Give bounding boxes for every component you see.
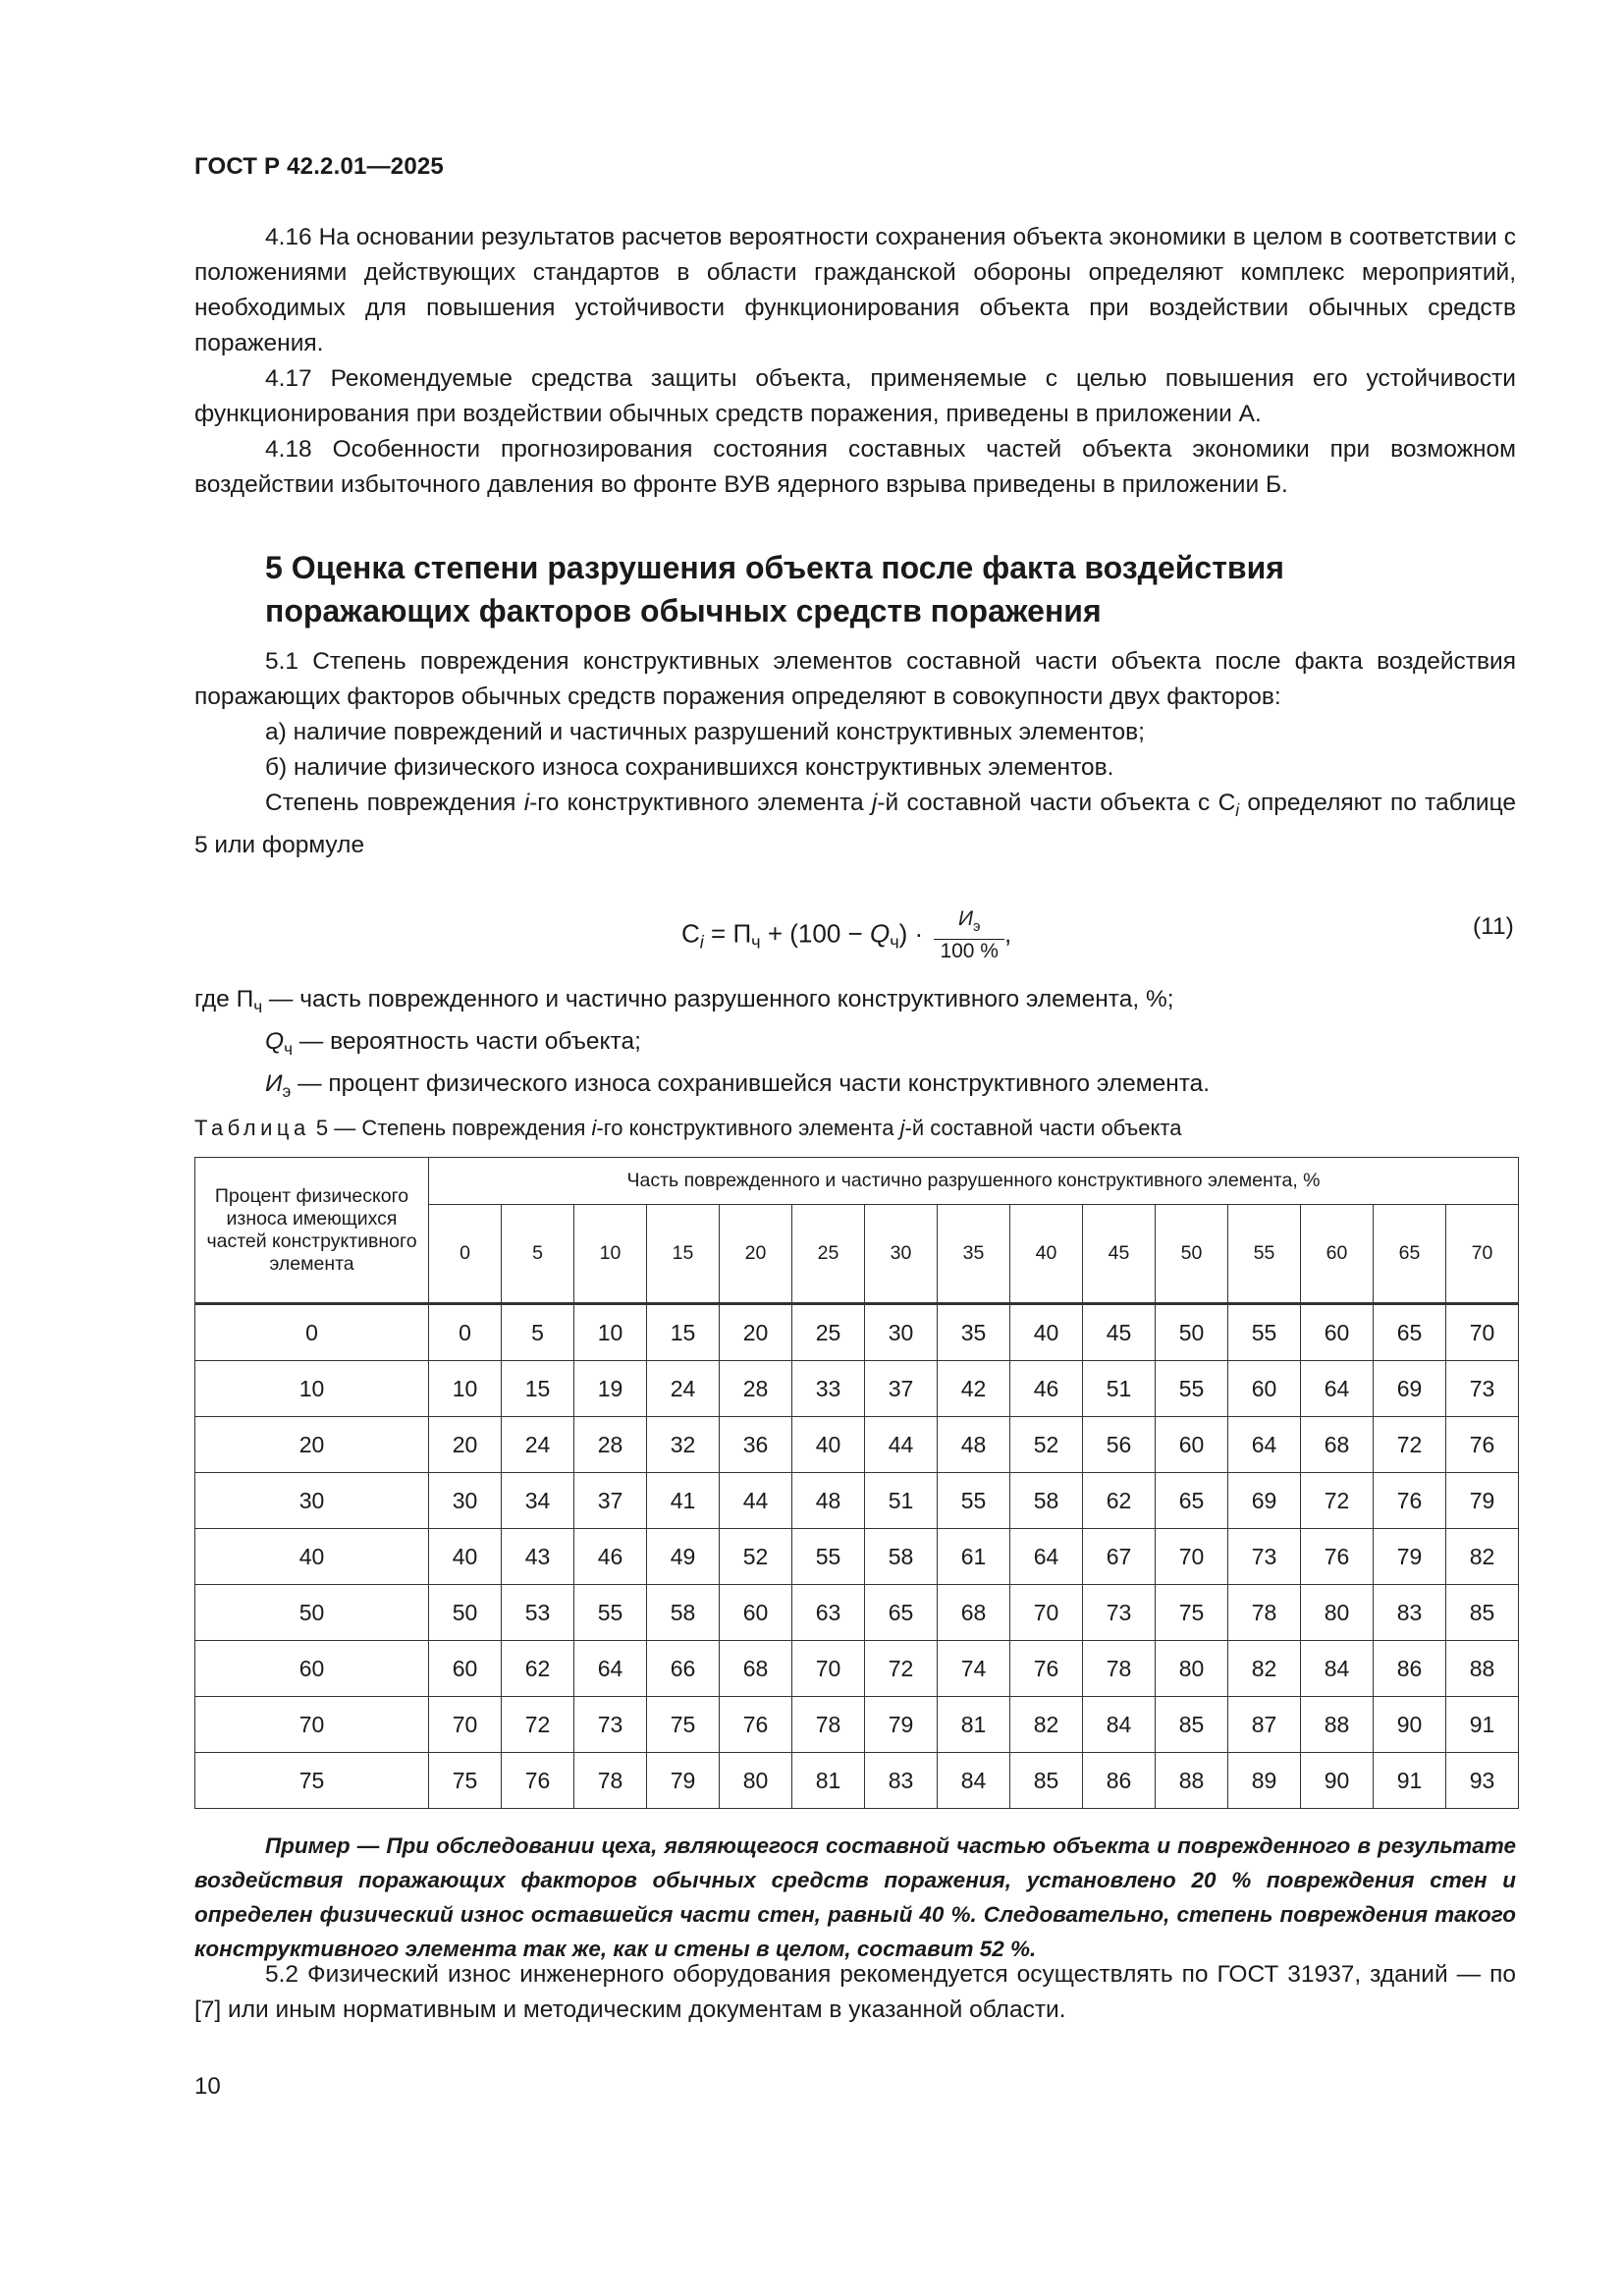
table-cell: 82	[1228, 1641, 1301, 1697]
table-cell: 73	[1446, 1361, 1519, 1417]
degree-text-1: Степень повреждения	[265, 790, 524, 816]
table-cell: 65	[1156, 1473, 1228, 1529]
table-cell: 68	[1301, 1417, 1374, 1473]
table-cell: 24	[647, 1361, 720, 1417]
page-number: 10	[194, 2073, 221, 2100]
legend-line-1	[194, 982, 1210, 1024]
legend-3-symbol: И	[265, 1070, 283, 1097]
table-cell: 64	[574, 1641, 647, 1697]
table-cell: 80	[720, 1753, 792, 1809]
table-cell: 70	[1446, 1304, 1519, 1361]
table-cell: 46	[1010, 1361, 1083, 1417]
table-cell: 74	[938, 1641, 1010, 1697]
table-cell: 50	[1156, 1304, 1228, 1361]
table-cell: 58	[865, 1529, 938, 1585]
table-cell: 83	[1374, 1585, 1446, 1641]
table-column-header: 55	[1228, 1205, 1301, 1304]
table-cell: 93	[1446, 1753, 1519, 1809]
table-cell: 70	[1156, 1529, 1228, 1585]
formula-11	[681, 907, 1011, 970]
table-cell: 51	[865, 1473, 938, 1529]
table-cell: 55	[938, 1473, 1010, 1529]
table-cell: 61	[938, 1529, 1010, 1585]
legend-2-text: — вероятность части объекта;	[293, 1028, 641, 1055]
table-cell: 79	[1374, 1529, 1446, 1585]
formula-num-text: И	[957, 907, 973, 930]
table-row-label: 50	[195, 1585, 429, 1641]
table-cell: 68	[720, 1641, 792, 1697]
table-row	[195, 1585, 1519, 1641]
table-cell: 42	[938, 1361, 1010, 1417]
table-cell: 60	[1301, 1304, 1374, 1361]
table-cell: 10	[574, 1304, 647, 1361]
table-column-header: 40	[1010, 1205, 1083, 1304]
table-cell: 84	[1301, 1641, 1374, 1697]
document-header: ГОСТ Р 42.2.01—2025	[194, 153, 444, 180]
table-cell: 41	[647, 1473, 720, 1529]
table-column-header: 60	[1301, 1205, 1374, 1304]
table-cell: 64	[1301, 1361, 1374, 1417]
table-cell: 83	[865, 1753, 938, 1809]
table-cell: 10	[429, 1361, 502, 1417]
table-cell: 85	[1156, 1697, 1228, 1753]
table-cell: 60	[429, 1641, 502, 1697]
table-cell: 76	[720, 1697, 792, 1753]
table-column-group-header: Часть поврежденного и частично разрушенного конструктивного элемента, %	[429, 1158, 1519, 1205]
table-cell: 64	[1010, 1529, 1083, 1585]
table-cell: 75	[1156, 1585, 1228, 1641]
table-cell: 79	[865, 1697, 938, 1753]
table-column-header: 50	[1156, 1205, 1228, 1304]
table-cell: 86	[1083, 1753, 1156, 1809]
table-cell: 75	[429, 1753, 502, 1809]
paragraph-4-17: 4.17 Рекомендуемые средства защиты объекта, применяемые с целью повышения его устойчивости функционирования при воздействии обычных средств поражения, приведены в приложении А.	[194, 365, 1516, 427]
table-caption-text-2: -го конструктивного элемента	[596, 1116, 900, 1140]
table-cell: 15	[647, 1304, 720, 1361]
table-row-label: 10	[195, 1361, 429, 1417]
section-heading-line-2: поражающих факторов обычных средств поражения	[265, 593, 1102, 629]
table-cell: 46	[574, 1529, 647, 1585]
table-cell: 52	[720, 1529, 792, 1585]
list-item-a: а) наличие повреждений и частичных разрушений конструктивных элементов;	[265, 719, 1145, 745]
table-cell: 72	[1374, 1417, 1446, 1473]
table-cell: 60	[720, 1585, 792, 1641]
table-cell: 84	[938, 1753, 1010, 1809]
table-row	[195, 1753, 1519, 1809]
paragraph-5-1-block	[194, 644, 1516, 863]
degree-paragraph	[194, 786, 1516, 863]
table-column-header: 10	[574, 1205, 647, 1304]
table-cell: 55	[1156, 1361, 1228, 1417]
table-cell: 48	[938, 1417, 1010, 1473]
table-cell: 43	[502, 1529, 574, 1585]
paragraph-4-16: 4.16 На основании результатов расчетов вероятности сохранения объекта экономики в целом в соответствии с положениями действующих стандартов в области гражданской обороны определяют комплекс мероприятий, необходимых для повышения устойчивости функционирования объекта при воздействии обычных средств поражения.	[194, 224, 1516, 356]
table-cell: 88	[1446, 1641, 1519, 1697]
table-column-header: 5	[502, 1205, 574, 1304]
table-row	[195, 1529, 1519, 1585]
table-cell: 90	[1374, 1697, 1446, 1753]
table-cell: 85	[1010, 1753, 1083, 1809]
table-row-label: 0	[195, 1304, 429, 1361]
table-cell: 78	[1228, 1585, 1301, 1641]
table-cell: 48	[792, 1473, 865, 1529]
table-cell: 58	[1010, 1473, 1083, 1529]
table-cell: 67	[1083, 1529, 1156, 1585]
table-row-label: 60	[195, 1641, 429, 1697]
table-cell: 19	[574, 1361, 647, 1417]
table-cell: 79	[647, 1753, 720, 1809]
table-cell: 66	[647, 1641, 720, 1697]
table-cell: 72	[1301, 1473, 1374, 1529]
table-column-header: 20	[720, 1205, 792, 1304]
paragraph-5-2: 5.2 Физический износ инженерного оборудования рекомендуется осуществлять по ГОСТ 31937, зданий — по [7] или иным нормативным и методическим документам в указанной области.	[194, 1961, 1516, 2023]
table-cell: 53	[502, 1585, 574, 1641]
formula-q-sub: ч	[890, 932, 899, 953]
table-cell: 32	[647, 1417, 720, 1473]
table-cell: 76	[502, 1753, 574, 1809]
table-row-label: 30	[195, 1473, 429, 1529]
table-column-header: 15	[647, 1205, 720, 1304]
legend-3-text: — процент физического износа сохранившейся части конструктивного элемента.	[291, 1070, 1211, 1097]
table-cell: 76	[1374, 1473, 1446, 1529]
formula-close: ) ·	[898, 918, 931, 949]
example-note	[194, 1829, 1516, 1966]
legend-1-text: — часть поврежденного и частично разрушенного конструктивного элемента, %;	[262, 986, 1174, 1012]
table-cell: 65	[1374, 1304, 1446, 1361]
table-cell: 63	[792, 1585, 865, 1641]
formula-p-sub: ч	[751, 932, 761, 953]
table-cell: 80	[1156, 1641, 1228, 1697]
table-cell: 37	[574, 1473, 647, 1529]
table-cell: 76	[1301, 1529, 1374, 1585]
table-cell: 72	[865, 1641, 938, 1697]
table-cell: 30	[865, 1304, 938, 1361]
table-cell: 68	[938, 1585, 1010, 1641]
table-cell: 91	[1446, 1697, 1519, 1753]
example-text: Пример — При обследовании цеха, являющегося составной частью объекта и поврежденного в результате воздействия поражающих факторов обычных средств поражения, установлено 20 % повреждения стен и определен физический износ оставшейся части стен, равный 40 %. Следовательно, степень повреждения такого конструктивного элемента так же, как и стены в целом, составит 52 %.	[194, 1833, 1516, 1961]
formula-q: Q	[869, 918, 891, 949]
table-cell: 90	[1301, 1753, 1374, 1809]
table-cell: 45	[1083, 1304, 1156, 1361]
table-cell: 65	[865, 1585, 938, 1641]
paragraphs-4-16-4-18	[194, 220, 1516, 503]
table-caption-word: Таблица	[194, 1116, 310, 1140]
table-cell: 20	[720, 1304, 792, 1361]
table-caption-text-3: -й составной части объекта	[904, 1116, 1182, 1140]
table-row-label: 20	[195, 1417, 429, 1473]
table-cell: 88	[1301, 1697, 1374, 1753]
degree-text-4: определяют по таблице 5 или формуле	[194, 790, 1516, 858]
formula-num-sub: э	[972, 919, 981, 935]
table-cell: 34	[502, 1473, 574, 1529]
degree-text-2: -го конструктивного элемента	[529, 790, 872, 816]
table-caption	[194, 1116, 1181, 1141]
table-column-header: 35	[938, 1205, 1010, 1304]
table-cell: 44	[865, 1417, 938, 1473]
table-cell: 28	[720, 1361, 792, 1417]
table-cell: 35	[938, 1304, 1010, 1361]
table-row-label: 40	[195, 1529, 429, 1585]
formula-numerator	[934, 907, 1004, 939]
paragraph-5-1: 5.1 Степень повреждения конструктивных элементов составной части объекта после факта воздействия поражающих факторов обычных средств поражения определяют в совокупности двух факторов:	[194, 648, 1516, 710]
legend-3-sub: э	[282, 1081, 292, 1101]
table-cell: 51	[1083, 1361, 1156, 1417]
table-cell: 78	[574, 1753, 647, 1809]
formula-lhs: С	[681, 918, 700, 949]
paragraph-4-18: 4.18 Особенности прогнозирования состояния составных частей объекта экономики при возможном воздействии избыточного давления во фронте ВУВ ядерного взрыва приведены в приложении Б.	[194, 436, 1516, 498]
table-cell: 55	[792, 1529, 865, 1585]
table-row	[195, 1417, 1519, 1473]
table-cell: 33	[792, 1361, 865, 1417]
legend-1-symbol: где П	[194, 986, 254, 1012]
table-cell: 37	[865, 1361, 938, 1417]
table-row-header: Процент физического износа имеющихся частей конструктивного элемента	[195, 1158, 429, 1304]
table-row	[195, 1361, 1519, 1417]
legend-line-3	[194, 1066, 1210, 1109]
table-column-header: 30	[865, 1205, 938, 1304]
table-cell: 72	[502, 1697, 574, 1753]
table-cell: 75	[647, 1697, 720, 1753]
table-cell: 80	[1301, 1585, 1374, 1641]
table-cell: 40	[1010, 1304, 1083, 1361]
degree-text-i: i	[523, 790, 530, 816]
section-5-heading	[265, 546, 1284, 632]
table-cell: 78	[792, 1697, 865, 1753]
table-cell: 73	[574, 1697, 647, 1753]
table-column-header: 65	[1374, 1205, 1446, 1304]
table-cell: 60	[1228, 1361, 1301, 1417]
table-cell: 40	[792, 1417, 865, 1473]
table-column-header: 25	[792, 1205, 865, 1304]
degree-text-j: j	[871, 790, 878, 816]
formula-mid: + (100 −	[760, 918, 870, 949]
table-cell: 70	[429, 1697, 502, 1753]
table-cell: 58	[647, 1585, 720, 1641]
section-heading-line-1: 5 Оценка степени разрушения объекта после факта воздействия	[265, 550, 1284, 585]
formula-legend	[194, 982, 1210, 1109]
table-cell: 87	[1228, 1697, 1301, 1753]
table-cell: 55	[574, 1585, 647, 1641]
table-cell: 25	[792, 1304, 865, 1361]
degree-text-3: -й составной части объекта с С	[877, 790, 1236, 816]
table-cell: 50	[429, 1585, 502, 1641]
table-cell: 70	[1010, 1585, 1083, 1641]
table-cell: 56	[1083, 1417, 1156, 1473]
legend-1-sub: ч	[253, 997, 263, 1016]
table-column-header: 70	[1446, 1205, 1519, 1304]
legend-2-symbol: Q	[265, 1028, 285, 1055]
table-cell: 49	[647, 1529, 720, 1585]
table-cell: 55	[1228, 1304, 1301, 1361]
table-cell: 15	[502, 1361, 574, 1417]
table-cell: 81	[938, 1697, 1010, 1753]
table-column-header: 0	[429, 1205, 502, 1304]
table-cell: 36	[720, 1417, 792, 1473]
table-cell: 82	[1010, 1697, 1083, 1753]
table-cell: 84	[1083, 1697, 1156, 1753]
table-cell: 81	[792, 1753, 865, 1809]
table-column-header: 45	[1083, 1205, 1156, 1304]
table-cell: 69	[1228, 1473, 1301, 1529]
table-cell: 88	[1156, 1753, 1228, 1809]
table-cell: 73	[1228, 1529, 1301, 1585]
table-cell: 30	[429, 1473, 502, 1529]
table-row-label: 70	[195, 1697, 429, 1753]
table-cell: 78	[1083, 1641, 1156, 1697]
table-cell: 89	[1228, 1753, 1301, 1809]
formula-tail: ,	[1003, 918, 1012, 949]
formula-number: (11)	[1473, 913, 1514, 940]
table-row	[195, 1473, 1519, 1529]
table-row-label: 75	[195, 1753, 429, 1809]
table-cell: 62	[502, 1641, 574, 1697]
list-item-b: б) наличие физического износа сохранившихся конструктивных элементов.	[265, 754, 1114, 781]
table-cell: 62	[1083, 1473, 1156, 1529]
table-cell: 60	[1156, 1417, 1228, 1473]
table-5	[194, 1157, 1519, 1809]
table-cell: 69	[1374, 1361, 1446, 1417]
legend-2-sub: ч	[284, 1039, 293, 1059]
table-row	[195, 1641, 1519, 1697]
table-cell: 64	[1228, 1417, 1301, 1473]
formula-lhs-sub: i	[699, 932, 704, 953]
formula-eq: = П	[703, 918, 752, 949]
table-caption-i: i	[591, 1116, 597, 1140]
table-caption-text-1: 5 — Степень повреждения	[309, 1116, 592, 1140]
table-cell: 79	[1446, 1473, 1519, 1529]
table-cell: 86	[1374, 1641, 1446, 1697]
table-cell: 85	[1446, 1585, 1519, 1641]
table-cell: 76	[1010, 1641, 1083, 1697]
degree-text-sub: i	[1235, 800, 1240, 820]
table-cell: 40	[429, 1529, 502, 1585]
table-cell: 73	[1083, 1585, 1156, 1641]
table-caption-j: j	[899, 1116, 905, 1140]
table-cell: 5	[502, 1304, 574, 1361]
table-cell: 28	[574, 1417, 647, 1473]
table-cell: 52	[1010, 1417, 1083, 1473]
formula-denominator: 100 %	[934, 939, 1004, 963]
table-cell: 24	[502, 1417, 574, 1473]
legend-line-2	[194, 1024, 1210, 1066]
table-cell: 44	[720, 1473, 792, 1529]
table-cell: 91	[1374, 1753, 1446, 1809]
table-row	[195, 1304, 1519, 1361]
formula-fraction	[934, 907, 1004, 963]
table-cell: 20	[429, 1417, 502, 1473]
table-cell: 0	[429, 1304, 502, 1361]
table-cell: 82	[1446, 1529, 1519, 1585]
table-cell: 76	[1446, 1417, 1519, 1473]
table-cell: 70	[792, 1641, 865, 1697]
paragraph-5-2-block	[194, 1957, 1516, 2028]
table-row	[195, 1697, 1519, 1753]
